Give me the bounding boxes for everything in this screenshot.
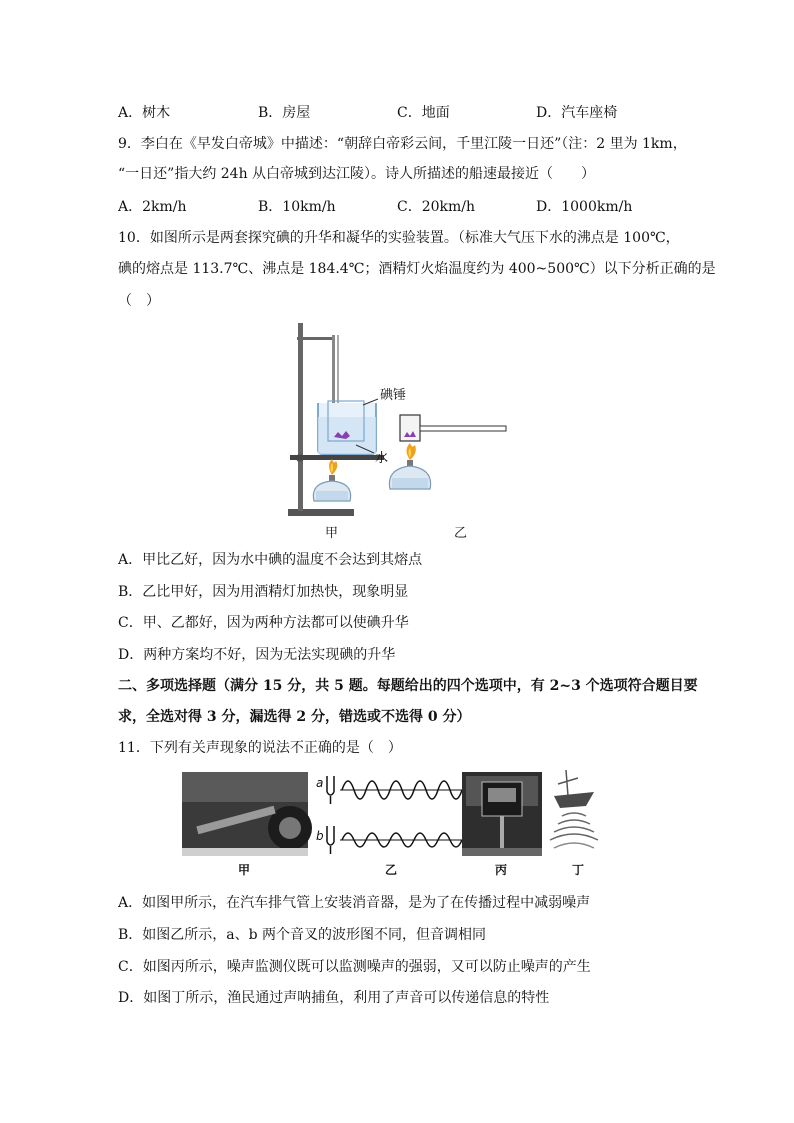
q8-option-d: D．汽车座椅	[536, 105, 618, 121]
q11-sound-figure	[182, 768, 612, 880]
caption-yi-11: 乙	[385, 863, 398, 877]
q11-stem: 11．下列有关声现象的说法不正确的是（ ）	[118, 740, 402, 756]
q9-option-d: D．1000km/h	[536, 199, 633, 215]
q9-option-b: B．10km/h	[258, 199, 336, 215]
q10-option-a: A．甲比乙好，因为水中碘的温度不会达到其熔点	[118, 552, 423, 568]
q11-option-a: A．如图甲所示，在汽车排气管上安装消音器，是为了在传播过程中减弱噪声	[118, 895, 591, 911]
q10-stem-line3: （ ）	[118, 293, 160, 309]
flame-jia	[329, 459, 337, 475]
sonar-ship-icon	[550, 770, 598, 848]
hammer-handle	[420, 426, 506, 431]
photo-bing-noise-monitor	[462, 772, 542, 856]
q10-stem-line2: 碘的熔点是 113.7℃、沸点是 184.4℃；酒精灯火焰温度约为 400~500℃）以下分析正确的是	[118, 261, 716, 277]
q10-option-b: B．乙比甲好，因为用酒精灯加热快，现象明显	[118, 584, 409, 600]
q9-option-a: A．2km/h	[118, 199, 187, 215]
caption-ding-11: 丁	[572, 863, 585, 877]
label-water: 水	[375, 451, 389, 466]
section2-header-line2: 求，全选对得 3 分，漏选得 2 分，错选或不选得 0 分）	[118, 709, 471, 725]
q11-option-b: B．如图乙所示，a、b 两个音叉的波形图不同，但音调相同	[118, 927, 487, 943]
caption-bing-11: 丙	[495, 863, 508, 877]
section2-header-line1: 二、多项选择题（满分 15 分，共 5 题。每题给出的四个选项中，有 2~3 个选项符合题目要	[118, 678, 698, 694]
q8-option-c: C．地面	[397, 105, 450, 121]
stand-base	[288, 509, 354, 516]
fork-a-label: a	[316, 776, 324, 790]
flame-yi	[407, 443, 416, 460]
q11-option-c: C．如图丙所示，噪声监测仪既可以监测噪声的强弱，又可以防止噪声的产生	[118, 959, 591, 975]
q10-option-d: D．两种方案均不好，因为无法实现碘的升华	[118, 647, 396, 663]
q9-stem-line2: “一日还”指大约 24h 从白帝城到达江陵）。诗人所描述的船速最接近（ ）	[118, 166, 596, 182]
photo-jia-car-muffler	[182, 772, 312, 856]
ring-support	[290, 455, 384, 460]
iodine-hammer	[400, 415, 420, 441]
stand-rod	[298, 323, 303, 511]
q9-stem-line1: 9．李白在《早发白帝城》中描述：“朝辞白帝彩云间，千里江陵一日还”（注：2 里为 1km，	[118, 136, 687, 152]
caption-jia: 甲	[325, 526, 339, 541]
q10-option-c: C．甲、乙都好，因为两种方法都可以使碘升华	[118, 615, 409, 631]
q11-option-d: D．如图丁所示，渔民通过声呐捕鱼，利用了声音可以传递信息的特性	[118, 990, 550, 1006]
q8-option-a: A．树木	[118, 105, 171, 121]
q10-stem-line1: 10．如图所示是两套探究碘的升华和凝华的实验装置。（标准大气压下水的沸点是 100℃，	[118, 230, 680, 246]
caption-jia-11: 甲	[238, 863, 251, 877]
q10-apparatus-figure	[270, 315, 520, 545]
tuning-fork-a-icon	[327, 776, 334, 804]
fork-b-label: b	[316, 829, 324, 843]
q8-option-b: B．房屋	[258, 105, 311, 121]
tuning-fork-b-icon	[327, 826, 334, 854]
label-iodine-hammer: 碘锤	[380, 388, 407, 403]
caption-yi: 乙	[454, 526, 468, 541]
q9-option-c: C．20km/h	[397, 199, 476, 215]
